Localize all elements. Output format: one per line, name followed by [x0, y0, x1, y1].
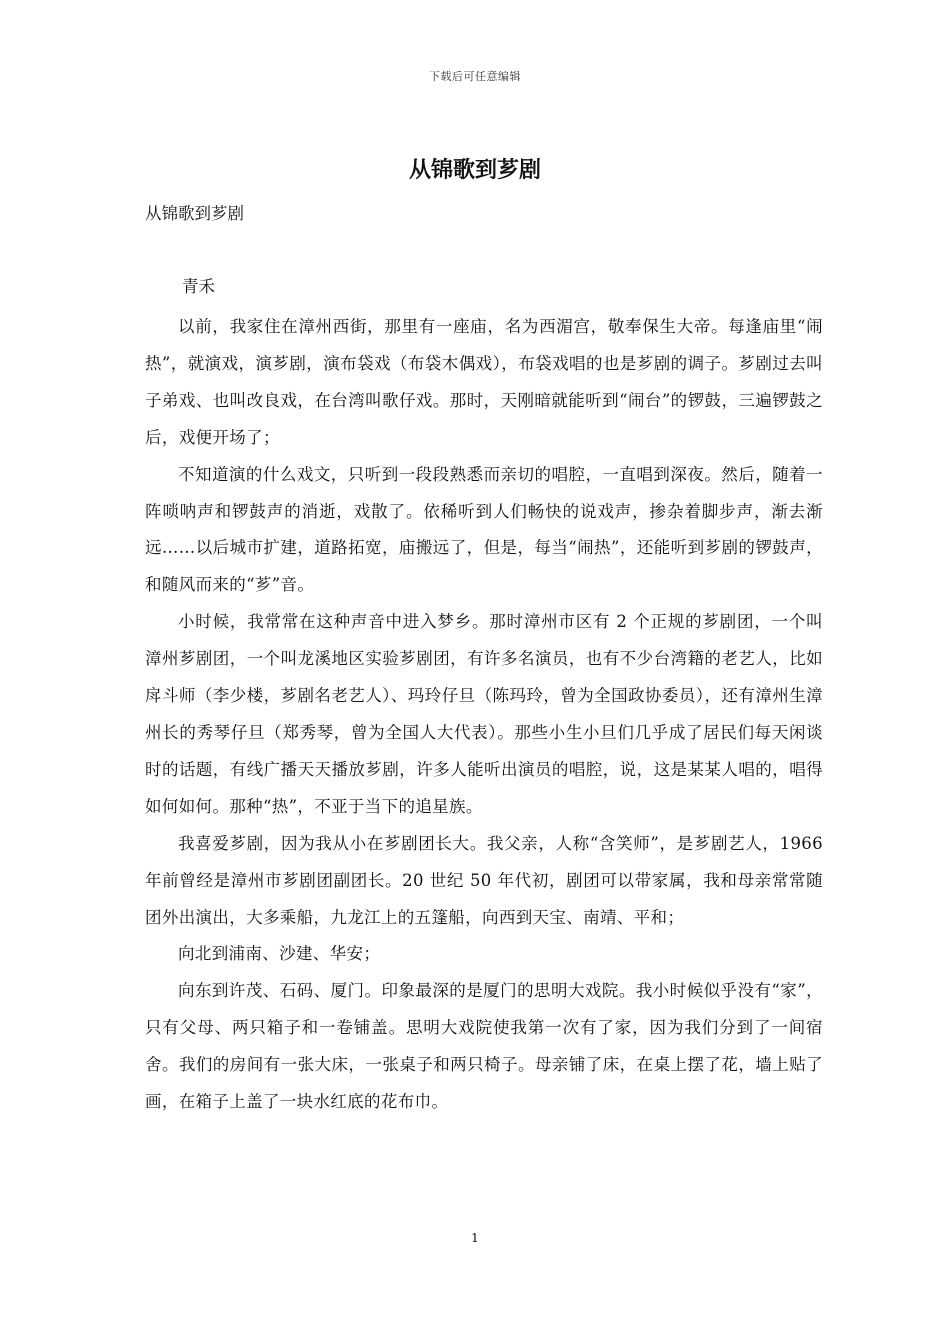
page-number: 1 [471, 1231, 479, 1245]
document-subtitle: 从锦歌到芗剧 [145, 204, 244, 223]
author-name: 青禾 [182, 277, 215, 296]
paragraph: 向东到许茂、石码、厦门。印象最深的是厦门的思明大戏院。我小时候似乎没有“家”，只有父母、两只箱子和一卷铺盖。思明大戏院使我第一次有了家，因为我们分到了一间宿舍。我们的房间有一张大床，一张桌子和两只椅子。母亲铺了床，在桌上摆了花，墙上贴了画，在箱子上盖了一块水红底的花布巾。 [145, 981, 823, 1112]
paragraph: 小时候，我常常在这种声音中进入梦乡。那时漳州市区有 2 个正规的芗剧团，一个叫漳州芗剧团，一个叫龙溪地区实验芗剧团，有许多名演员，也有不少台湾籍的老艺人，比如戽斗师（李少楼，芗剧名老艺人）、玛玲仔旦（陈玛玲，曾为全国政协委员），还有漳州生漳州长的秀琴仔旦（郑秀琴，曾为全国人大代表）。那些小生小旦们几乎成了居民们每天闲谈时的话题，有线广播天天播放芗剧，许多人能听出演员的唱腔，说，这是某某人唱的，唱得如何如何。那种“热”，不亚于当下的追星族。 [145, 612, 823, 816]
paragraph: 不知道演的什么戏文，只听到一段段熟悉而亲切的唱腔，一直唱到深夜。然后，随着一阵唢呐声和锣鼓声的消逝，戏散了。依稀听到人们畅快的说戏声，掺杂着脚步声，渐去渐远……以后城市扩建，道路拓宽，庙搬远了，但是，每当“闹热”，还能听到芗剧的锣鼓声，和随风而来的“芗”音。 [145, 464, 823, 595]
article-body [145, 309, 823, 1121]
document-title: 从锦歌到芗剧 [408, 157, 541, 183]
paragraph: 以前，我家住在漳州西街，那里有一座庙，名为西湄宫，敬奉保生大帝。每逢庙里“闹热”，就演戏，演芗剧，演布袋戏（布袋木偶戏），布袋戏唱的也是芗剧的调子。芗剧过去叫子弟戏、也叫改良戏，在台湾叫歌仔戏。那时，天刚暗就能听到“闹台”的锣鼓，三遍锣鼓之后，戏便开场了； [145, 317, 823, 447]
paragraph: 我喜爱芗剧，因为我从小在芗剧团长大。我父亲，人称“含笑师”，是芗剧艺人，1966 年前曾经是漳州市芗剧团副团长。20 世纪 50 年代初，剧团可以带家属，我和母亲常常随团外出演出，大多乘船，九龙江上的五篷船，向西到天宝、南靖、平和； [145, 833, 823, 927]
page-header-note: 下载后可任意编辑 [429, 70, 521, 83]
paragraph: 向北到浦南、沙建、华安； [178, 944, 381, 964]
